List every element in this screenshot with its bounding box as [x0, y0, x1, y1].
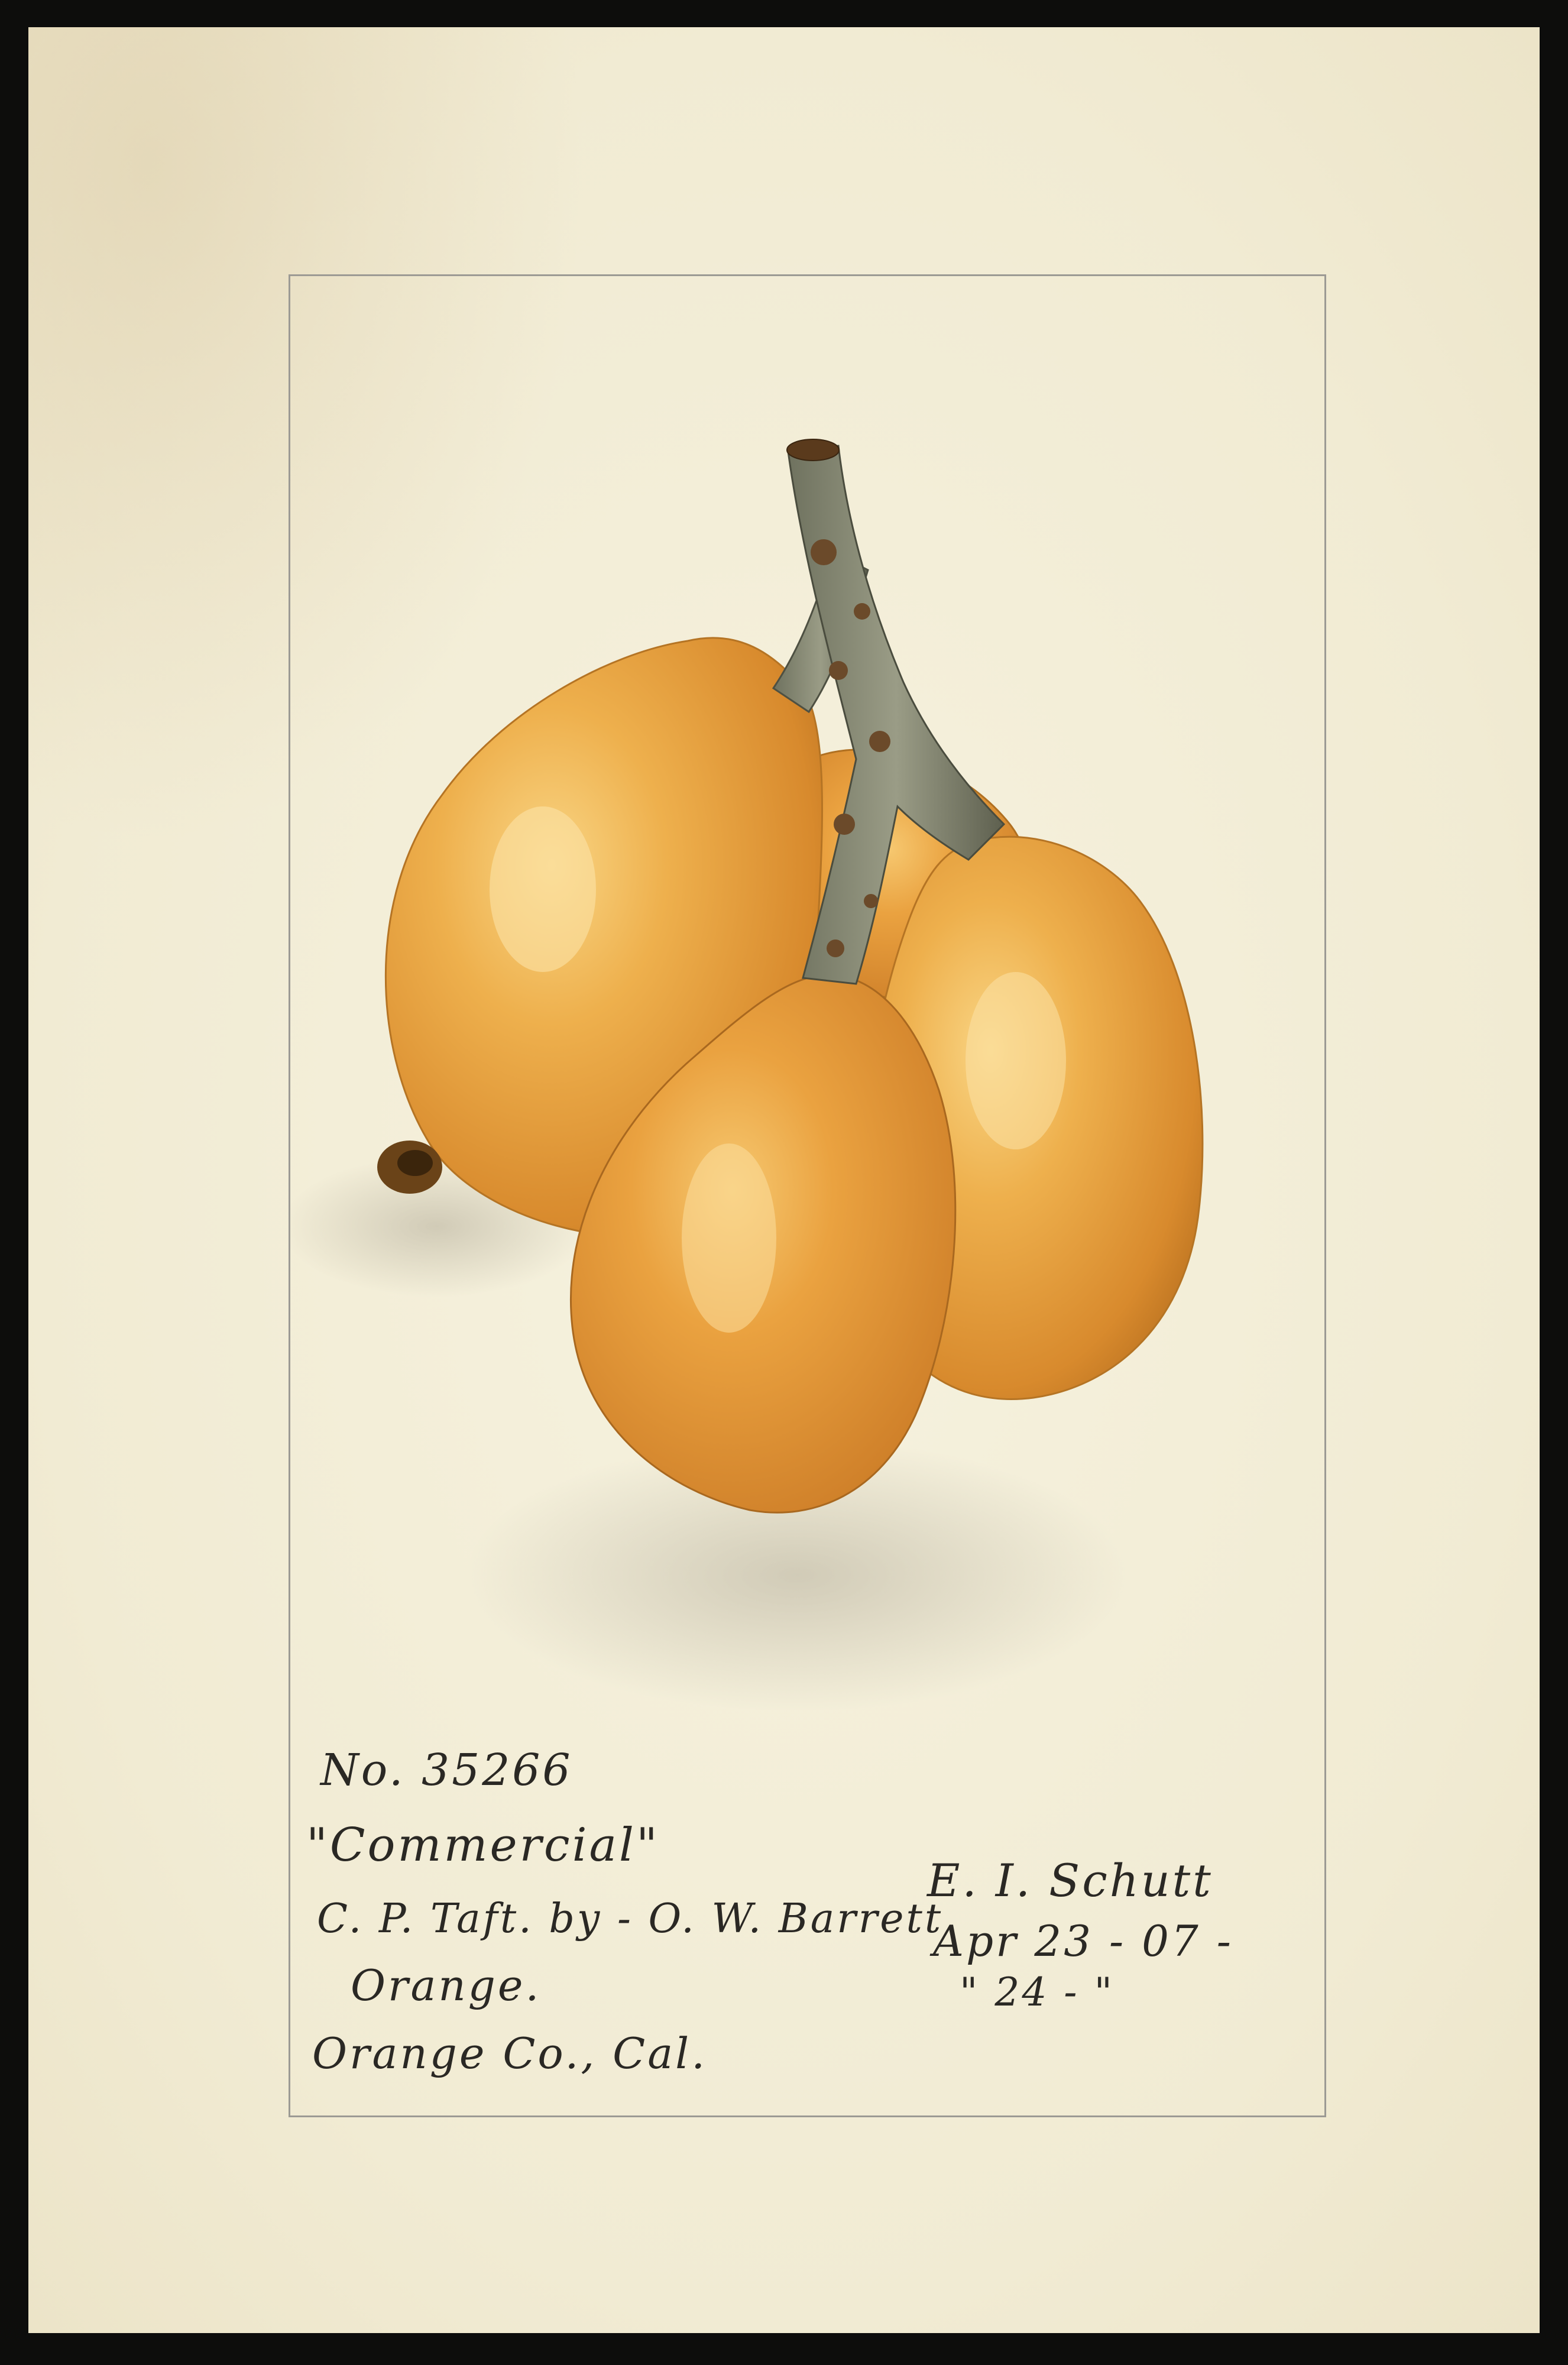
stem-node	[834, 814, 855, 835]
highlight-front	[682, 1143, 776, 1333]
stem-node	[864, 894, 878, 908]
date-line-1: Apr 23 - 07 -	[933, 1916, 1233, 1966]
stem-node	[854, 603, 870, 620]
variety-name: "Commercial"	[306, 1819, 660, 1872]
stem-node	[869, 731, 890, 752]
highlight-right	[966, 972, 1066, 1149]
source-line: C. P. Taft. by - O. W. Barrett	[317, 1896, 944, 1942]
stem-node	[811, 539, 837, 565]
stem-node	[829, 661, 848, 680]
accession-number: No. 35266	[320, 1745, 573, 1796]
date-line-2: " 24 - "	[960, 1969, 1115, 2015]
highlight-left	[490, 806, 596, 972]
paper-sheet	[28, 27, 1540, 2333]
place-line: Orange.	[351, 1961, 542, 2010]
stem-cut-end	[787, 439, 839, 461]
stem-node	[827, 939, 844, 957]
county-line: Orange Co., Cal.	[312, 2029, 708, 2078]
artist-signature: E. I. Schutt	[927, 1854, 1213, 1907]
